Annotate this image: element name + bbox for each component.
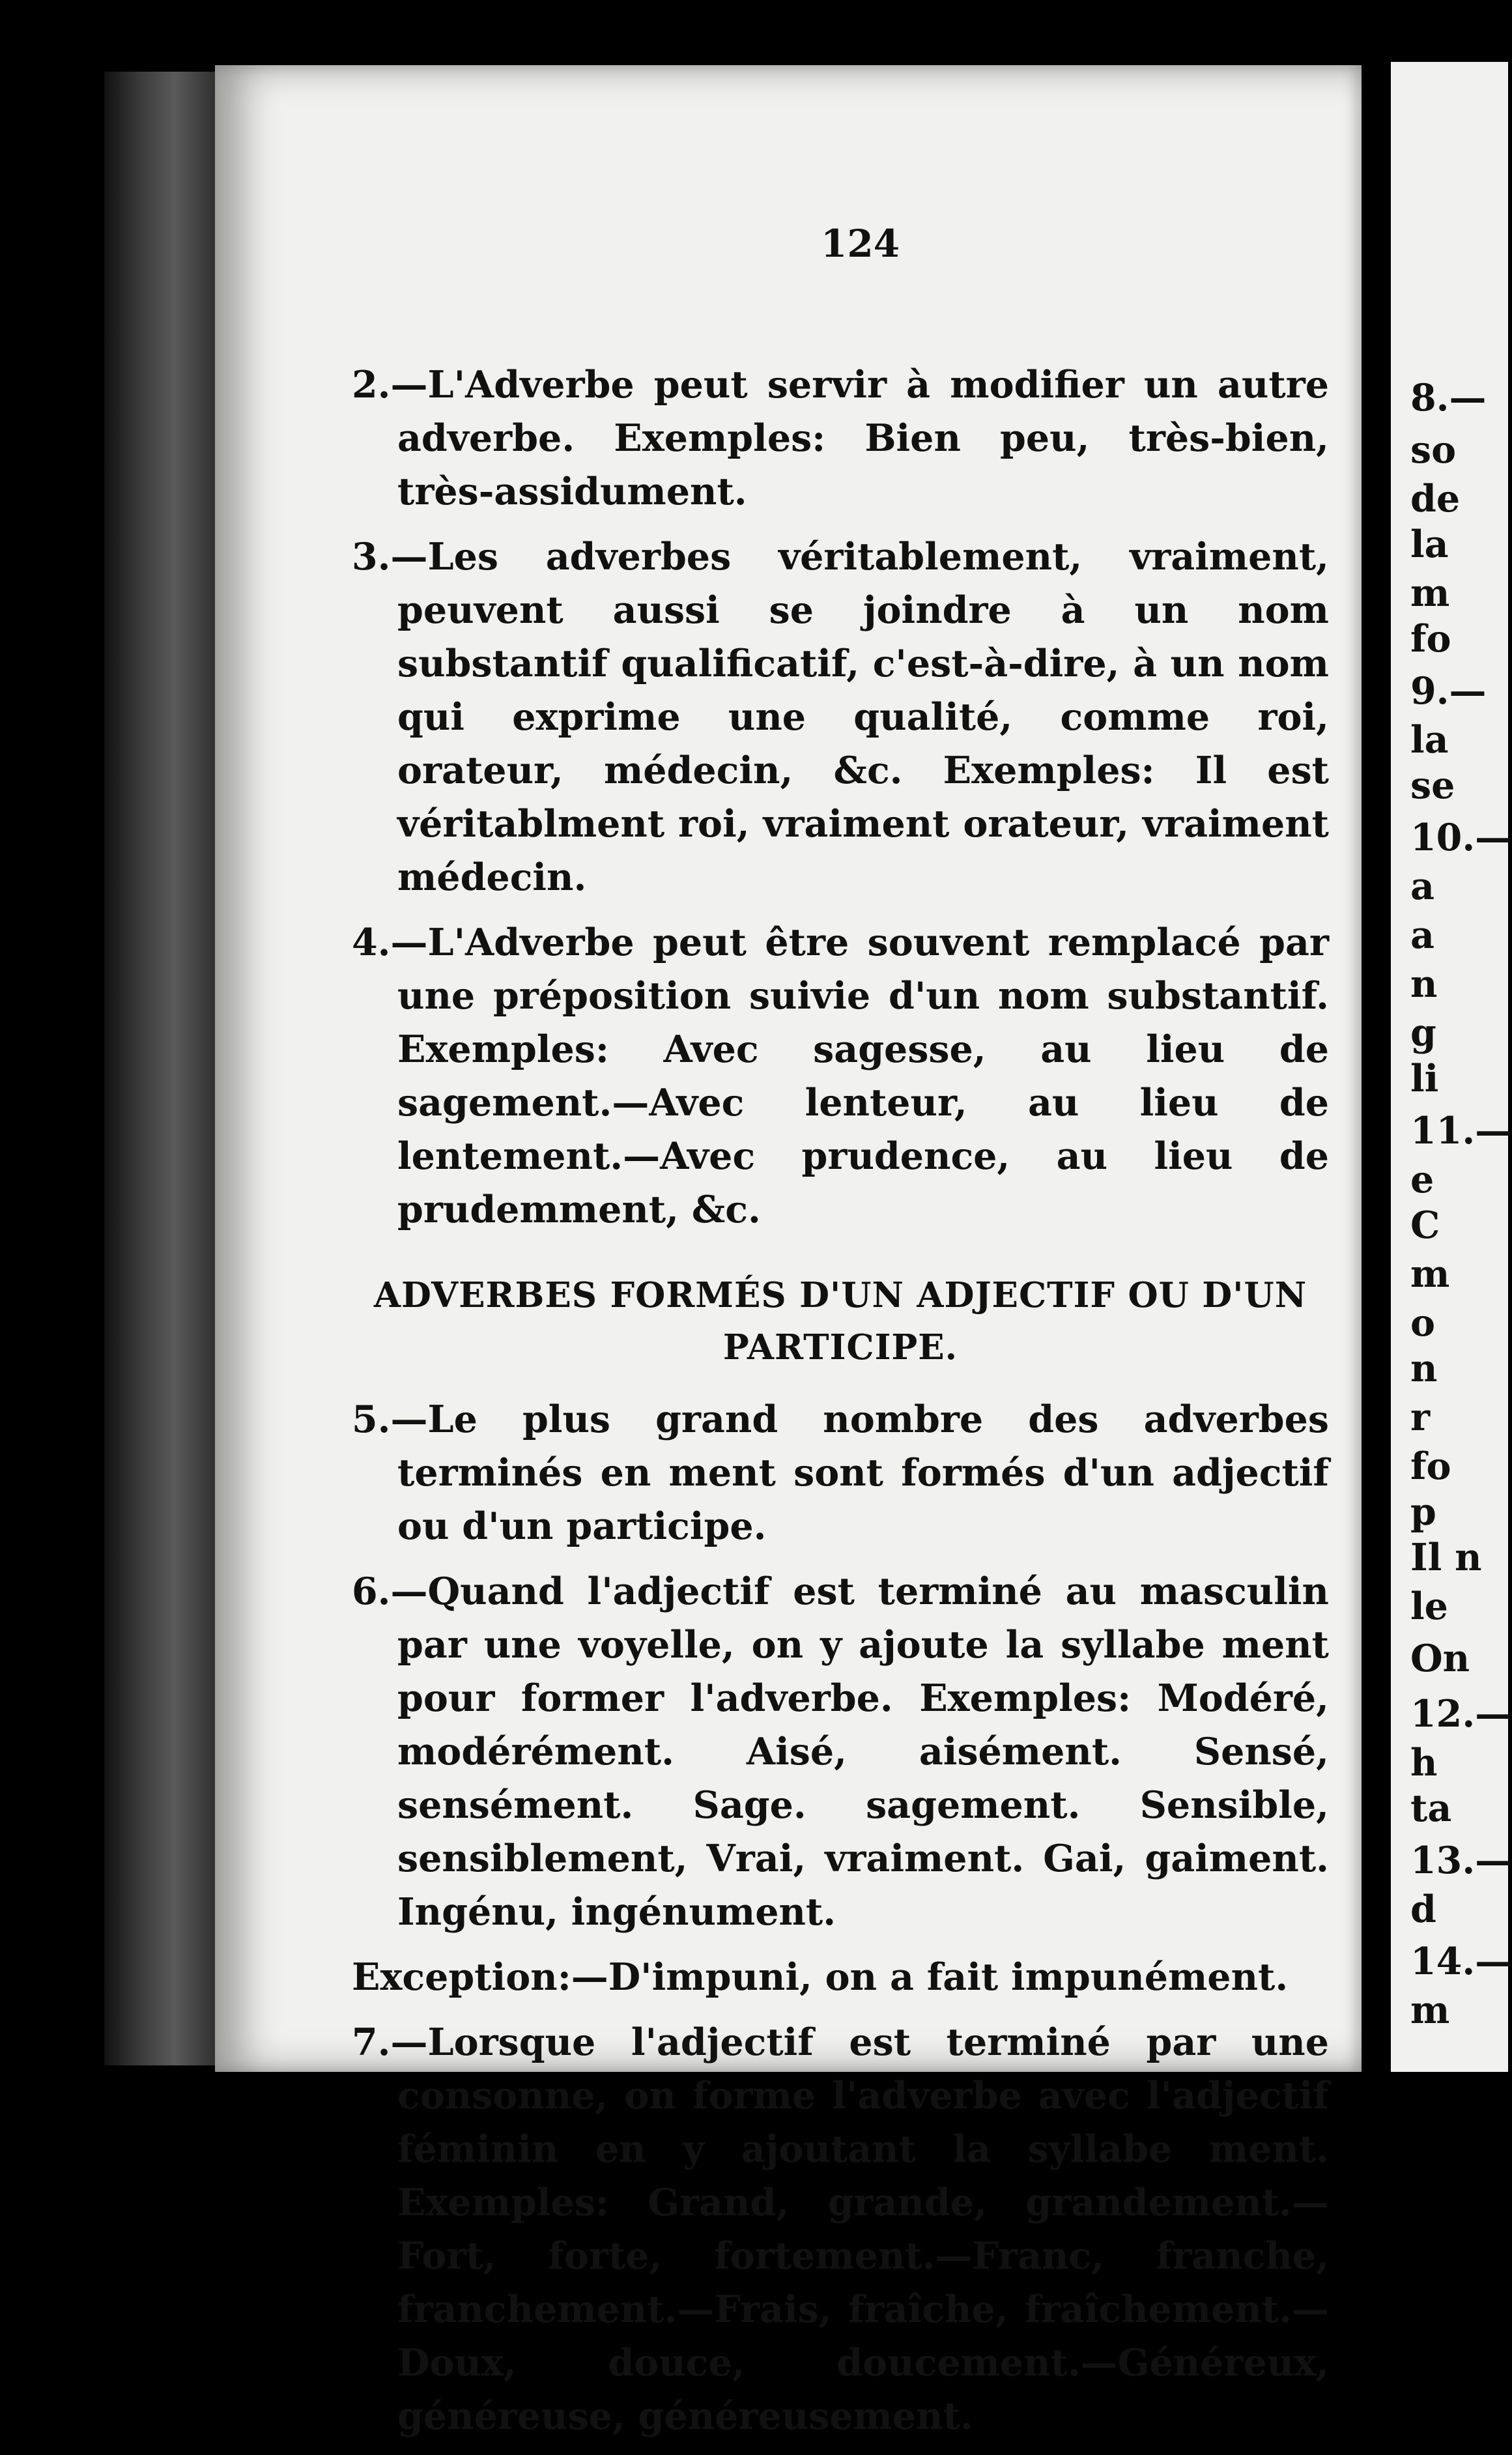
facing-line: a: [1410, 865, 1434, 908]
facing-line: 12.—: [1410, 1692, 1512, 1736]
facing-line: fo: [1410, 1444, 1451, 1488]
text-block: [352, 358, 1329, 2455]
page-number: 124: [821, 222, 900, 266]
facing-line: se: [1410, 764, 1455, 807]
facing-line: li: [1410, 1057, 1439, 1100]
exception-line: Exception:—D'impuni, on a fait impunément.: [352, 1955, 1289, 1999]
facing-line: 13.—: [1410, 1839, 1512, 1882]
facing-line: ta: [1410, 1787, 1452, 1830]
facing-line: On: [1410, 1637, 1470, 1680]
facing-line: le: [1410, 1585, 1448, 1628]
facing-line: Il n: [1410, 1536, 1482, 1579]
facing-line: m: [1410, 1988, 1450, 2032]
facing-line: m: [1410, 571, 1450, 615]
facing-line: la: [1410, 718, 1449, 762]
gutter: [1365, 72, 1384, 2072]
facing-line: a: [1410, 913, 1434, 957]
facing-line: so: [1410, 428, 1457, 472]
facing-line: g: [1410, 1011, 1436, 1055]
facing-line: p: [1410, 1490, 1436, 1534]
facing-line: 11.—: [1410, 1109, 1512, 1153]
paragraph-7: 7.—Lorsque l'adjectif est terminé par une consonne, on forme l'adverbe avec l'adjectif féminin en y ajoutant la syllabe ment. Exemples: Grand, grande, grandement.—Fort, forte, fortement.—Franc, franche, franchement.—Frais, fraîche, fraîchement.—Doux, douce, doucement.—Généreux, généreuse, généreusement.: [352, 2020, 1329, 2438]
facing-line: la: [1410, 523, 1449, 566]
facing-line: d: [1410, 1888, 1436, 1931]
book-page: [215, 65, 1362, 2438]
facing-line: n: [1410, 962, 1438, 1006]
facing-line: 14.—: [1410, 1940, 1512, 1983]
facing-line: C: [1410, 1203, 1440, 1247]
paragraph-4: 4.—L'Adverbe peut être souvent remplacé par une préposition suivie d'un nom substantif. Exemples: Avec sagesse, au lieu de sagement.—Avec lenteur, au lieu de lentement.—Avec prudence, au lieu de prudemment, &c.: [352, 921, 1329, 1231]
facing-line: e: [1410, 1158, 1434, 1201]
paragraph-2: 2.—L'Adverbe peut servir à modifier un autre adverbe. Exemples: Bien peu, très-bien, très-assidument.: [352, 363, 1329, 513]
facing-page: [1391, 62, 1512, 2072]
facing-line: n: [1410, 1347, 1438, 1390]
facing-line: o: [1410, 1301, 1436, 1345]
paragraph-5: 5.—Le plus grand nombre des adverbes terminés en ment sont formés d'un adjectif ou d'un participe.: [352, 1398, 1329, 1548]
facing-line: h: [1410, 1741, 1438, 1785]
facing-line: fo: [1410, 617, 1451, 661]
facing-line: de: [1410, 477, 1461, 521]
facing-line: m: [1410, 1252, 1450, 1296]
book-spine-shadow: [104, 72, 221, 2065]
section-heading: ADVERBES FORMÉS D'UN ADJECTIF OU D'UN PARTICIPE.: [373, 1275, 1307, 1368]
facing-line: 9.—: [1410, 669, 1487, 713]
facing-line: 8.—: [1410, 376, 1487, 420]
paragraph-6: 6.—Quand l'adjectif est terminé au masculin par une voyelle, on y ajoute la syllabe ment pour former l'adverbe. Exemples: Modéré, modérément. Aisé, aisément. Sensé, sensément. Sage. sagement. Sensible, sensiblement, Vrai, vraiment. Gai, gaiment. Ingénu, ingénument.: [352, 1570, 1329, 1934]
paragraph-3: 3.—Les adverbes véritablement, vraiment, peuvent aussi se joindre à un nom substantif qualificatif, c'est-à-dire, à un nom qui exprime une qualité, comme roi, orateur, médecin, &c. Exemples: Il est véritablment roi, vraiment orateur, vraiment médecin.: [352, 535, 1329, 899]
facing-line: 10.—: [1410, 816, 1512, 859]
facing-line: r: [1410, 1396, 1431, 1439]
